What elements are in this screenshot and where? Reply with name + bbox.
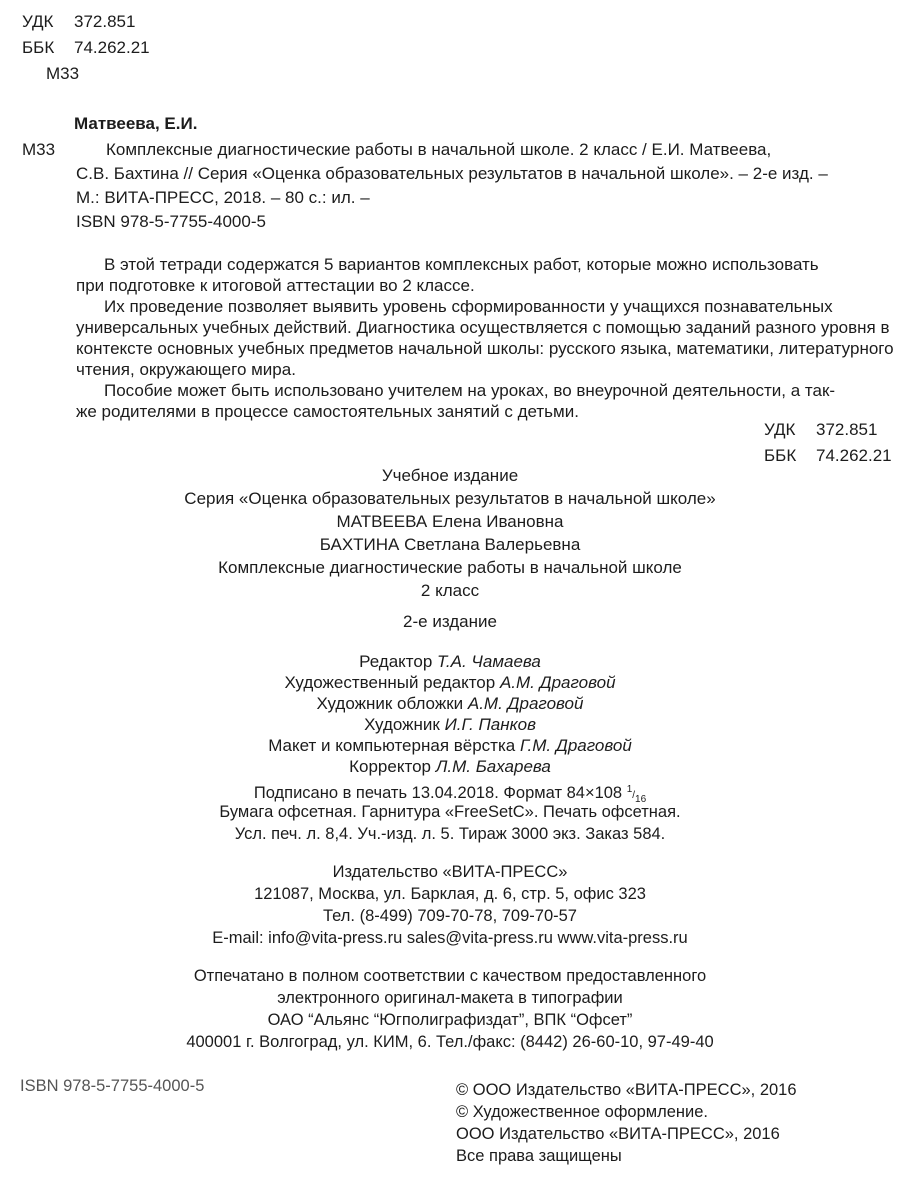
print-line bbox=[0, 780, 900, 805]
record-author: Матвеева, Е.И. bbox=[74, 114, 198, 133]
edition-line: МАТВЕЕВА Елена Ивановна bbox=[336, 512, 564, 531]
fraction-numerator: 1 bbox=[626, 784, 633, 795]
printing-line: ОАО “Альянс “Югполиграфиздат”, ВПК “Офсет” bbox=[267, 1011, 633, 1029]
credit-name: Л.М. Бахарева bbox=[435, 757, 551, 776]
credit-name: Г.М. Драговой bbox=[519, 736, 632, 755]
print-format: Подписано в печать 13.04.2018. Формат 84×108 bbox=[253, 784, 623, 802]
printing-info bbox=[0, 966, 900, 1054]
udk-top bbox=[22, 12, 135, 32]
udk-right-label: УДК bbox=[764, 420, 796, 439]
copyright-line: ООО Издательство «ВИТА-ПРЕСС», 2016 bbox=[456, 1125, 780, 1143]
bbk-value: 74.262.21 bbox=[74, 38, 150, 57]
udk-right bbox=[764, 420, 877, 440]
copyright-line: Все права защищены bbox=[456, 1147, 622, 1165]
publisher-info bbox=[0, 862, 900, 950]
annotation-line: Пособие может быть использовано учителем на уроках, во внеурочной деятельности, а так- bbox=[104, 381, 836, 400]
annotation-line: Их проведение позволяет выявить уровень сформированности у учащихся познавательных bbox=[104, 297, 833, 316]
publisher-line: E-mail: info@vita-press.ru sales@vita-press.ru www.vita-press.ru bbox=[212, 929, 688, 947]
annotation-line: чтения, окружающего мира. bbox=[76, 360, 296, 379]
credit-name: А.М. Драговой bbox=[467, 694, 584, 713]
publisher-line: Издательство «ВИТА-ПРЕСС» bbox=[332, 863, 568, 881]
edition-line: Комплексные диагностические работы в начальной школе bbox=[218, 558, 682, 577]
credit-line bbox=[0, 736, 900, 757]
print-info bbox=[0, 780, 900, 846]
credit-name: Т.А. Чамаева bbox=[437, 652, 541, 671]
copyright-line: © Художественное оформление. bbox=[456, 1103, 708, 1121]
format-fraction: 1/16 bbox=[626, 784, 647, 805]
author-mark: М33 bbox=[46, 64, 80, 83]
publisher-line: Тел. (8-499) 709-70-78, 709-70-57 bbox=[323, 907, 577, 925]
record-mark: М33 bbox=[22, 140, 56, 159]
record-line-3: М.: ВИТА-ПРЕСС, 2018. – 80 с.: ил. – bbox=[76, 188, 370, 207]
edition-info bbox=[0, 466, 900, 604]
credit-name: А.М. Драговой bbox=[499, 673, 616, 692]
bbk-right-value: 74.262.21 bbox=[816, 446, 892, 465]
record-line-1: Комплексные диагностические работы в начальной школе. 2 класс / Е.И. Матвеева, bbox=[106, 140, 772, 159]
bbk-label: ББК bbox=[22, 38, 55, 57]
credit-line bbox=[0, 694, 900, 715]
bbk-top bbox=[22, 38, 150, 58]
printing-line: 400001 г. Волгоград, ул. КИМ, 6. Тел./факс: (8442) 26-60-10, 97-49-40 bbox=[186, 1033, 714, 1051]
printing-line: Отпечатано в полном соответствии с качеством предоставленного bbox=[193, 967, 707, 985]
credit-role: Корректор bbox=[349, 757, 431, 776]
edition-line: Серия «Оценка образовательных результатов в начальной школе» bbox=[184, 489, 716, 508]
record-isbn: ISBN 978-5-7755-4000-5 bbox=[76, 212, 266, 231]
print-line: Бумага офсетная. Гарнитура «FreeSetC». Печать офсетная. bbox=[219, 803, 681, 821]
udk-right-value: 372.851 bbox=[816, 420, 878, 439]
credit-line bbox=[0, 757, 900, 778]
annotation-line: В этой тетради содержатся 5 вариантов комплексных работ, которые можно использовать bbox=[104, 255, 819, 274]
copyright bbox=[456, 1080, 797, 1168]
annotation-line: же родителями в процессе самостоятельных занятий с детьми. bbox=[76, 402, 579, 421]
credit-role: Редактор bbox=[359, 652, 433, 671]
edition-line: 2 класс bbox=[420, 581, 480, 600]
edition-line: БАХТИНА Светлана Валерьевна bbox=[319, 535, 581, 554]
credit-role: Макет и компьютерная вёрстка bbox=[268, 736, 516, 755]
credits bbox=[0, 652, 900, 778]
printing-line: электронного оригинал-макета в типографии bbox=[277, 989, 623, 1007]
credit-role: Художник обложки bbox=[316, 694, 464, 713]
record-line-2: С.В. Бахтина // Серия «Оценка образовательных результатов в начальной школе». – 2-е изд. – bbox=[76, 164, 828, 183]
bbk-right bbox=[764, 446, 892, 466]
edition-line: Учебное издание bbox=[381, 466, 519, 485]
credit-line bbox=[0, 673, 900, 694]
credit-line bbox=[0, 715, 900, 736]
fraction-denominator: 16 bbox=[635, 794, 647, 805]
copyright-line: © ООО Издательство «ВИТА-ПРЕСС», 2016 bbox=[456, 1081, 797, 1099]
footer-isbn: ISBN 978-5-7755-4000-5 bbox=[20, 1077, 205, 1095]
udk-value: 372.851 bbox=[74, 12, 136, 31]
annotation-line: при подготовке к итоговой аттестации во 2 классе. bbox=[76, 276, 475, 295]
publisher-line: 121087, Москва, ул. Барклая, д. 6, стр. 5, офис 323 bbox=[254, 885, 646, 903]
credit-name: И.Г. Панков bbox=[444, 715, 536, 734]
annotation-line: контексте основных учебных предметов начальной школы: русского языка, математики, литературного bbox=[76, 339, 894, 358]
edition-number: 2-е издание bbox=[403, 612, 497, 631]
credit-role: Художественный редактор bbox=[284, 673, 496, 692]
bbk-right-label: ББК bbox=[764, 446, 797, 465]
annotation-line: универсальных учебных действий. Диагностика осуществляется с помощью заданий разного уровня в bbox=[76, 318, 890, 337]
credit-line bbox=[0, 652, 900, 673]
credit-role: Художник bbox=[364, 715, 440, 734]
print-line: Усл. печ. л. 8,4. Уч.-изд. л. 5. Тираж 3000 экз. Заказ 584. bbox=[234, 825, 666, 843]
udk-label: УДК bbox=[22, 12, 54, 31]
